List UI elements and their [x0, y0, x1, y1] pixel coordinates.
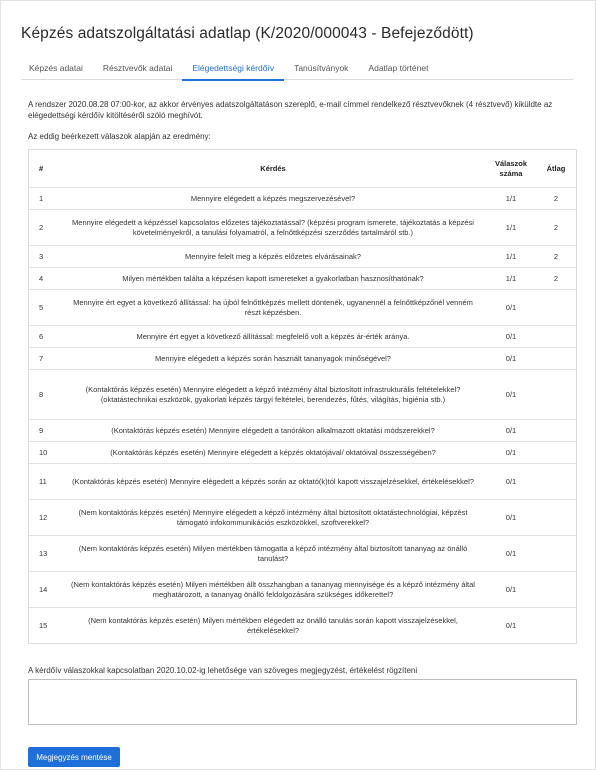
- save-comment-button[interactable]: Megjegyzés mentése: [28, 747, 120, 767]
- comment-textarea[interactable]: [28, 679, 577, 725]
- row-num: 3: [39, 252, 44, 261]
- row-question: Milyen mértékben találta a képzésen kapott ismereteket a gyakorlatban hasznosíthatónak?: [122, 273, 424, 283]
- row-question: (Kontaktórás képzés esetén) Mennyire elégedett a képzés során az oktató(k)tól kapott visszajelzésekkel, értékelésekkel?: [72, 476, 474, 486]
- row-avg: 2: [553, 194, 559, 203]
- row-question: Mennyire elégedett a képzéssel kapcsolatos előzetes tájékoztatással? (képzési program ismerete, tájékoztatás a képzési követelményekről, a tanulási folyamatról, a felnőttképzési szerződés tartalmáról stb.): [72, 217, 474, 237]
- row-num: 14: [39, 585, 48, 594]
- table-row: [29, 187, 576, 209]
- table-row: [29, 245, 576, 267]
- row-question: Mennyire elégedett a képzés során használt tananyagok minőségével?: [155, 353, 391, 363]
- row-num: 15: [39, 621, 48, 630]
- row-question: (Nem kontaktórás képzés esetén) Milyen mértékben támogatta a képző intézmény által biztosított tananyag az önálló tanulást?: [78, 543, 468, 563]
- tab-history[interactable]: Adatlap történet: [368, 63, 429, 73]
- table-row: [29, 499, 576, 535]
- row-num: 5: [39, 303, 44, 312]
- header-question: Kérdés: [260, 163, 286, 173]
- row-avg: 2: [553, 274, 559, 283]
- row-count: 0/1: [505, 447, 517, 457]
- page-title: Képzés adatszolgáltatási adatlap (K/2020/000043 - Befejeződött): [21, 25, 474, 42]
- row-count: 0/1: [505, 620, 517, 630]
- row-question: Mennyire felelt meg a képzés előzetes elvárásainak?: [185, 251, 361, 261]
- table-row: [29, 209, 576, 245]
- row-num: 2: [39, 223, 44, 232]
- row-avg: 2: [553, 252, 559, 261]
- row-count: 0/1: [505, 512, 517, 522]
- table-row: [29, 369, 576, 419]
- table-header-row: [29, 150, 576, 187]
- row-num: 6: [39, 332, 44, 341]
- table-row: [29, 463, 576, 499]
- row-num: 8: [39, 390, 44, 399]
- row-num: 13: [39, 549, 48, 558]
- row-count: 0/1: [505, 476, 517, 486]
- table-row: [29, 571, 576, 607]
- row-question: (Nem kontaktórás képzés esetén) Mennyire elégedett a képző intézmény által biztosított oktatástechnológiai, képzést támogató infokommunikációs eszközökkel, szoftverekkel?: [78, 507, 468, 527]
- row-count: 0/1: [505, 584, 517, 594]
- table-row: [29, 325, 576, 347]
- tab-bar: [21, 57, 573, 80]
- row-question: (Kontaktórás képzés esetén) Mennyire elégedett a tanórákon alkalmazott oktatási módszerekkel?: [111, 425, 435, 435]
- header-average: Átlag: [546, 164, 566, 173]
- results-intro-text: Az eddig beérkezett válaszok alapján az eredmény:: [28, 132, 211, 141]
- row-question: (Kontaktórás képzés esetén) Mennyire elégedett a képző intézmény által biztosított infrastrukturális feltételekkel? (oktatástechnikai eszközök, gyakorlati képzés tárgyi feltételei, berendezés, fűtés, világítás, higiénia stb.): [85, 384, 461, 404]
- row-count: 1/1: [505, 273, 517, 283]
- row-question: Mennyire elégedett a képzés megszervezésével?: [190, 193, 356, 203]
- row-count: 0/1: [505, 353, 517, 363]
- table-row: [29, 289, 576, 325]
- tab-participants[interactable]: Résztvevők adatai: [102, 63, 173, 73]
- row-question: Mennyire ért egyet a következő állítással: ha újból felnőttképzés mellett döntenék, ugyanennél a felnőttképzőnél venném részt képzésben.: [73, 297, 473, 317]
- table-row: [29, 267, 576, 289]
- row-question: (Kontaktórás képzés esetén) Mennyire elégedett a képzés oktatójával/ oktatóival összességében?: [110, 447, 436, 457]
- row-count: 0/1: [505, 389, 517, 399]
- row-num: 12: [39, 513, 48, 522]
- row-num: 7: [39, 354, 44, 363]
- row-num: 1: [39, 194, 44, 203]
- header-response-count: Válaszok száma: [494, 158, 528, 178]
- row-count: 1/1: [505, 222, 517, 232]
- table-row: [29, 347, 576, 369]
- row-count: 0/1: [505, 302, 517, 312]
- tab-certificates[interactable]: Tanúsítványok: [294, 63, 349, 73]
- row-count: 0/1: [505, 331, 517, 341]
- row-count: 0/1: [505, 425, 517, 435]
- table-row: [29, 607, 576, 643]
- row-count: 1/1: [505, 193, 517, 203]
- tab-satisfaction-survey[interactable]: Elégedettségi kérdőív: [182, 57, 284, 81]
- row-count: 1/1: [505, 251, 517, 261]
- survey-intro-text: A rendszer 2020.08.28 07:00-kor, az akkor érvényes adatszolgáltatáson szereplő, e-mail címmel rendelkező résztvevőknek (4 résztvevő) kiküldte az elégedettségi kérdőív kitöltéséről szóló meghívót.: [28, 100, 553, 120]
- row-count: 0/1: [505, 548, 517, 558]
- header-num: #: [39, 164, 44, 173]
- tab-course-data[interactable]: Képzés adatai: [29, 63, 83, 73]
- row-num: 4: [39, 274, 44, 283]
- table-row: [29, 535, 576, 571]
- row-question: (Nem kontaktórás képzés esetén) Milyen mértékben állt összhangban a tananyag mennyisége és a képző intézmény által meghatározott, a tananyag önálló feldolgozására szükséges időkerettel?: [71, 579, 475, 599]
- row-avg: 2: [553, 223, 559, 232]
- row-question: (Nem kontaktórás képzés esetén) Milyen mértékben elégedett az önálló tanulás során kapott visszajelzésekkel, értékelésekkel?: [88, 615, 458, 635]
- row-num: 10: [39, 448, 48, 457]
- table-row: [29, 441, 576, 463]
- table-row: [29, 419, 576, 441]
- comment-label: A kérdőív válaszokkal kapcsolatban 2020.10.02-ig lehetősége van szöveges megjegyzést, értékelést rögzíteni: [28, 666, 418, 675]
- row-num: 11: [39, 477, 47, 486]
- row-question: Mennyire ért egyet a következő állítással: megfelelő volt a képzés ár-érték aránya.: [136, 331, 410, 341]
- row-num: 9: [39, 426, 44, 435]
- results-table: [28, 149, 577, 644]
